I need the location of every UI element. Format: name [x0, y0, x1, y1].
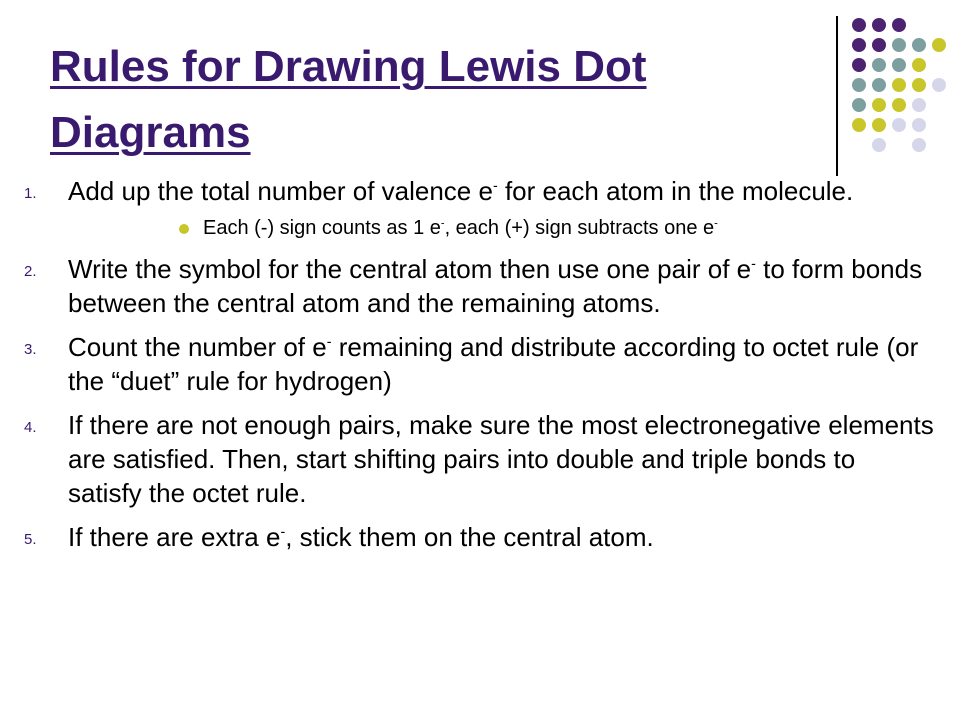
sub-text-part: Each (-) sign counts as 1 e	[203, 217, 441, 239]
divider-line	[836, 16, 838, 176]
superscript-minus: -	[492, 178, 498, 195]
superscript-minus: -	[280, 524, 286, 541]
deco-dot	[872, 78, 886, 92]
item-text	[68, 332, 918, 396]
item-text-part: , stick them on the central atom.	[285, 522, 654, 552]
item-number: 3.	[24, 341, 37, 358]
deco-dot	[892, 18, 906, 32]
deco-dot	[912, 118, 926, 132]
item-text-part: to form bonds between the central atom and the remaining atoms.	[68, 254, 923, 318]
item-text-part: Add up the total number of valence e	[68, 176, 493, 206]
item-text-part: If there are extra e	[68, 522, 281, 552]
item-text	[68, 176, 853, 206]
deco-dot	[892, 38, 906, 52]
deco-dot	[892, 98, 906, 112]
deco-dot	[852, 38, 866, 52]
list-item	[24, 330, 934, 398]
item-text-part: Count the number of e	[68, 332, 327, 362]
deco-dot	[912, 78, 926, 92]
superscript-minus: -	[440, 217, 445, 230]
deco-dot	[932, 38, 946, 52]
deco-dot	[872, 18, 886, 32]
deco-dot	[892, 78, 906, 92]
superscript-minus: -	[751, 256, 756, 273]
deco-dot	[852, 78, 866, 92]
deco-dot	[872, 138, 886, 152]
deco-dot	[912, 98, 926, 112]
item-text	[68, 254, 922, 318]
item-text-part: for each atom in the molecule.	[497, 176, 854, 206]
list-item	[24, 174, 934, 242]
item-number: 4.	[24, 419, 37, 436]
item-text	[68, 522, 654, 552]
item-text-part: Write the symbol for the central atom then use one pair of e	[68, 254, 752, 284]
superscript-minus: -	[714, 217, 718, 230]
bullet-dot-icon	[179, 224, 189, 234]
item-number: 2.	[24, 263, 37, 280]
deco-dot	[872, 58, 886, 72]
deco-dot	[912, 58, 926, 72]
list-item	[24, 408, 934, 510]
sub-bullet-item	[68, 214, 934, 242]
deco-dot	[892, 118, 906, 132]
sub-text-part: , each (+) sign subtracts one e	[444, 217, 715, 239]
list-item	[24, 520, 934, 554]
deco-dot	[852, 118, 866, 132]
deco-dot	[852, 98, 866, 112]
deco-dot	[932, 78, 946, 92]
item-text: If there are not enough pairs, make sure the most electronegative elements are satisfied. Then, start shifting pairs into double and triple bonds to satisfy the octet rule.	[68, 410, 934, 508]
deco-dot	[912, 38, 926, 52]
item-number: 1.	[24, 185, 37, 202]
deco-dot	[852, 18, 866, 32]
slide-title: Rules for Drawing Lewis Dot Diagrams	[50, 42, 647, 157]
item-number: 5.	[24, 531, 37, 548]
decorative-dot-grid	[852, 18, 948, 158]
list-item	[24, 252, 934, 320]
deco-dot	[872, 98, 886, 112]
deco-dot	[872, 118, 886, 132]
deco-dot	[912, 138, 926, 152]
rules-list	[24, 174, 934, 564]
superscript-minus: -	[326, 334, 332, 351]
deco-dot	[892, 58, 906, 72]
item-text-part: remaining and distribute according to octet rule (or the “duet” rule for hydrogen)	[68, 332, 919, 396]
deco-dot	[852, 58, 866, 72]
deco-dot	[872, 38, 886, 52]
